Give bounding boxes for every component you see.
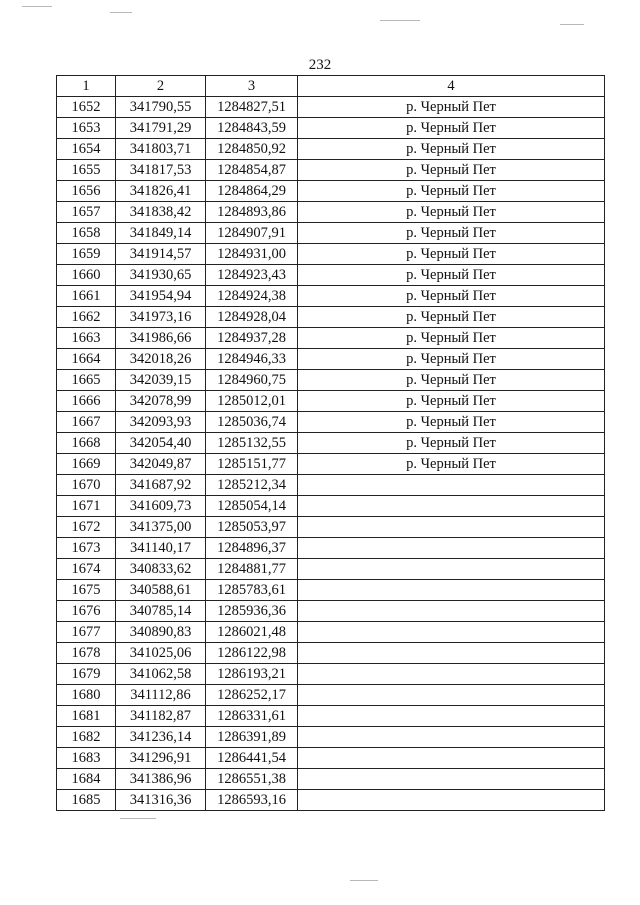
coordinate-x-cell: 342039,15 <box>116 370 206 391</box>
table-row <box>57 328 605 349</box>
coordinate-y-cell: 1285012,01 <box>206 391 298 412</box>
table-row <box>57 496 605 517</box>
description-cell <box>298 769 605 790</box>
coordinate-y-cell: 1286252,17 <box>206 685 298 706</box>
coordinate-y-cell: 1284923,43 <box>206 265 298 286</box>
coordinate-x-cell: 341826,41 <box>116 181 206 202</box>
table-row <box>57 622 605 643</box>
description-cell <box>298 601 605 622</box>
table-row <box>57 559 605 580</box>
coordinate-y-cell: 1285783,61 <box>206 580 298 601</box>
coordinate-x-cell: 341838,42 <box>116 202 206 223</box>
point-number-cell: 1652 <box>57 97 116 118</box>
scan-speck <box>350 880 378 881</box>
header-col-1: 1 <box>57 76 116 97</box>
coordinate-x-cell: 341316,36 <box>116 790 206 811</box>
description-cell: р. Черный Пет <box>298 349 605 370</box>
description-cell <box>298 664 605 685</box>
point-number-cell: 1663 <box>57 328 116 349</box>
point-number-cell: 1671 <box>57 496 116 517</box>
coordinate-x-cell: 342093,93 <box>116 412 206 433</box>
table-row <box>57 664 605 685</box>
coordinate-y-cell: 1286193,21 <box>206 664 298 685</box>
point-number-cell: 1667 <box>57 412 116 433</box>
coordinate-x-cell: 341930,65 <box>116 265 206 286</box>
coordinate-x-cell: 341973,16 <box>116 307 206 328</box>
description-cell <box>298 685 605 706</box>
table-row <box>57 706 605 727</box>
coordinate-y-cell: 1284896,37 <box>206 538 298 559</box>
coordinate-x-cell: 341914,57 <box>116 244 206 265</box>
point-number-cell: 1659 <box>57 244 116 265</box>
page-number: 232 <box>308 57 332 73</box>
description-cell <box>298 559 605 580</box>
coordinate-y-cell: 1285132,55 <box>206 433 298 454</box>
point-number-cell: 1674 <box>57 559 116 580</box>
coordinate-y-cell: 1285936,36 <box>206 601 298 622</box>
coordinate-x-cell: 342049,87 <box>116 454 206 475</box>
point-number-cell: 1683 <box>57 748 116 769</box>
description-cell: р. Черный Пет <box>298 286 605 307</box>
coordinate-x-cell: 341791,29 <box>116 118 206 139</box>
point-number-cell: 1658 <box>57 223 116 244</box>
coordinate-x-cell: 341182,87 <box>116 706 206 727</box>
coordinate-y-cell: 1284854,87 <box>206 160 298 181</box>
description-cell: р. Черный Пет <box>298 265 605 286</box>
coordinate-y-cell: 1286021,48 <box>206 622 298 643</box>
table-header-row <box>57 76 605 97</box>
coordinate-x-cell: 342018,26 <box>116 349 206 370</box>
coordinate-y-cell: 1285053,97 <box>206 517 298 538</box>
coordinate-x-cell: 341296,91 <box>116 748 206 769</box>
description-cell: р. Черный Пет <box>298 223 605 244</box>
description-cell <box>298 475 605 496</box>
coordinate-x-cell: 341609,73 <box>116 496 206 517</box>
table-row <box>57 181 605 202</box>
coordinate-y-cell: 1284893,86 <box>206 202 298 223</box>
header-col-4: 4 <box>298 76 605 97</box>
coordinate-x-cell: 340890,83 <box>116 622 206 643</box>
description-cell: р. Черный Пет <box>298 307 605 328</box>
table-row <box>57 286 605 307</box>
description-cell: р. Черный Пет <box>298 433 605 454</box>
coordinates-table <box>56 75 605 811</box>
description-cell <box>298 538 605 559</box>
coordinate-y-cell: 1285212,34 <box>206 475 298 496</box>
point-number-cell: 1661 <box>57 286 116 307</box>
coordinate-x-cell: 341803,71 <box>116 139 206 160</box>
point-number-cell: 1677 <box>57 622 116 643</box>
table-row <box>57 580 605 601</box>
point-number-cell: 1666 <box>57 391 116 412</box>
coordinate-x-cell: 341386,96 <box>116 769 206 790</box>
coordinate-y-cell: 1284931,00 <box>206 244 298 265</box>
table-row <box>57 412 605 433</box>
coordinate-x-cell: 341025,06 <box>116 643 206 664</box>
description-cell <box>298 790 605 811</box>
table-row <box>57 643 605 664</box>
point-number-cell: 1662 <box>57 307 116 328</box>
description-cell <box>298 622 605 643</box>
coordinate-y-cell: 1285151,77 <box>206 454 298 475</box>
coordinate-x-cell: 340833,62 <box>116 559 206 580</box>
point-number-cell: 1669 <box>57 454 116 475</box>
scan-speck <box>110 12 132 13</box>
scan-speck <box>560 24 584 25</box>
table-row <box>57 790 605 811</box>
coordinate-y-cell: 1284937,28 <box>206 328 298 349</box>
table-row <box>57 223 605 244</box>
coordinate-y-cell: 1284946,33 <box>206 349 298 370</box>
point-number-cell: 1675 <box>57 580 116 601</box>
coordinate-x-cell: 341236,14 <box>116 727 206 748</box>
table-row <box>57 202 605 223</box>
point-number-cell: 1665 <box>57 370 116 391</box>
point-number-cell: 1656 <box>57 181 116 202</box>
table-row <box>57 118 605 139</box>
point-number-cell: 1680 <box>57 685 116 706</box>
description-cell <box>298 517 605 538</box>
description-cell: р. Черный Пет <box>298 328 605 349</box>
point-number-cell: 1673 <box>57 538 116 559</box>
table-row <box>57 601 605 622</box>
table-row <box>57 139 605 160</box>
coordinate-y-cell: 1286551,38 <box>206 769 298 790</box>
coordinate-y-cell: 1284928,04 <box>206 307 298 328</box>
point-number-cell: 1681 <box>57 706 116 727</box>
point-number-cell: 1678 <box>57 643 116 664</box>
point-number-cell: 1685 <box>57 790 116 811</box>
coordinate-y-cell: 1284960,75 <box>206 370 298 391</box>
table-row <box>57 244 605 265</box>
coordinate-x-cell: 341112,86 <box>116 685 206 706</box>
table-row <box>57 748 605 769</box>
table-row <box>57 685 605 706</box>
coordinate-y-cell: 1284850,92 <box>206 139 298 160</box>
table-row <box>57 265 605 286</box>
coordinate-x-cell: 341790,55 <box>116 97 206 118</box>
coordinate-y-cell: 1284843,59 <box>206 118 298 139</box>
coordinate-x-cell: 341687,92 <box>116 475 206 496</box>
coordinate-y-cell: 1284907,91 <box>206 223 298 244</box>
description-cell <box>298 727 605 748</box>
table-row <box>57 769 605 790</box>
table-row <box>57 538 605 559</box>
coordinate-x-cell: 341817,53 <box>116 160 206 181</box>
coordinate-y-cell: 1286593,16 <box>206 790 298 811</box>
coordinate-y-cell: 1286331,61 <box>206 706 298 727</box>
description-cell: р. Черный Пет <box>298 391 605 412</box>
coordinate-y-cell: 1285036,74 <box>206 412 298 433</box>
table-row <box>57 97 605 118</box>
header-col-3: 3 <box>206 76 298 97</box>
table-row <box>57 349 605 370</box>
table-row <box>57 160 605 181</box>
description-cell: р. Черный Пет <box>298 118 605 139</box>
point-number-cell: 1657 <box>57 202 116 223</box>
coordinate-x-cell: 341954,94 <box>116 286 206 307</box>
description-cell: р. Черный Пет <box>298 160 605 181</box>
description-cell <box>298 643 605 664</box>
description-cell: р. Черный Пет <box>298 139 605 160</box>
point-number-cell: 1679 <box>57 664 116 685</box>
scan-speck <box>380 20 420 21</box>
description-cell <box>298 496 605 517</box>
table-row <box>57 391 605 412</box>
header-col-2: 2 <box>116 76 206 97</box>
coordinate-x-cell: 340785,14 <box>116 601 206 622</box>
point-number-cell: 1655 <box>57 160 116 181</box>
description-cell: р. Черный Пет <box>298 181 605 202</box>
table-body <box>57 97 605 811</box>
coordinate-x-cell: 341375,00 <box>116 517 206 538</box>
description-cell <box>298 748 605 769</box>
table-row <box>57 517 605 538</box>
coordinate-y-cell: 1286391,89 <box>206 727 298 748</box>
description-cell: р. Черный Пет <box>298 97 605 118</box>
point-number-cell: 1682 <box>57 727 116 748</box>
description-cell: р. Черный Пет <box>298 454 605 475</box>
point-number-cell: 1660 <box>57 265 116 286</box>
table-row <box>57 727 605 748</box>
description-cell: р. Черный Пет <box>298 370 605 391</box>
coordinate-y-cell: 1284864,29 <box>206 181 298 202</box>
point-number-cell: 1664 <box>57 349 116 370</box>
coordinate-x-cell: 342054,40 <box>116 433 206 454</box>
coordinate-y-cell: 1286441,54 <box>206 748 298 769</box>
coordinate-x-cell: 342078,99 <box>116 391 206 412</box>
coordinate-y-cell: 1286122,98 <box>206 643 298 664</box>
coordinate-y-cell: 1284924,38 <box>206 286 298 307</box>
table-row <box>57 307 605 328</box>
scan-speck <box>120 818 156 819</box>
coordinate-y-cell: 1284827,51 <box>206 97 298 118</box>
point-number-cell: 1684 <box>57 769 116 790</box>
coordinate-y-cell: 1285054,14 <box>206 496 298 517</box>
point-number-cell: 1654 <box>57 139 116 160</box>
description-cell: р. Черный Пет <box>298 412 605 433</box>
table-row <box>57 475 605 496</box>
table-row <box>57 454 605 475</box>
coordinate-x-cell: 341140,17 <box>116 538 206 559</box>
description-cell <box>298 580 605 601</box>
description-cell: р. Черный Пет <box>298 244 605 265</box>
point-number-cell: 1670 <box>57 475 116 496</box>
coordinate-x-cell: 341849,14 <box>116 223 206 244</box>
coordinate-y-cell: 1284881,77 <box>206 559 298 580</box>
coordinate-x-cell: 341986,66 <box>116 328 206 349</box>
table-row <box>57 433 605 454</box>
table-row <box>57 370 605 391</box>
coordinate-x-cell: 340588,61 <box>116 580 206 601</box>
description-cell <box>298 706 605 727</box>
point-number-cell: 1668 <box>57 433 116 454</box>
point-number-cell: 1653 <box>57 118 116 139</box>
point-number-cell: 1676 <box>57 601 116 622</box>
point-number-cell: 1672 <box>57 517 116 538</box>
coordinate-x-cell: 341062,58 <box>116 664 206 685</box>
scan-speck <box>22 6 52 7</box>
description-cell: р. Черный Пет <box>298 202 605 223</box>
